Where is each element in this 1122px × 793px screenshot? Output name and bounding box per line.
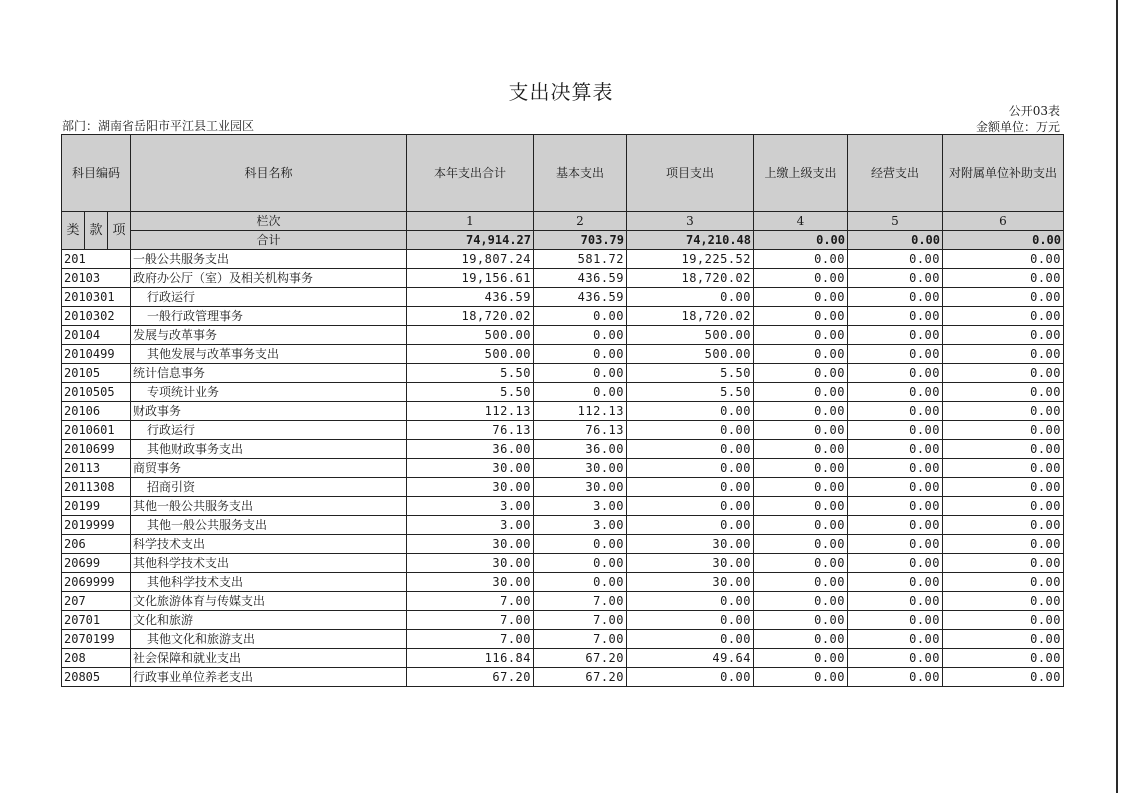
- table-row: [62, 345, 1064, 364]
- row-value: 0.00: [627, 497, 754, 516]
- row-value: 0.00: [943, 402, 1064, 421]
- row-value: 0.00: [848, 611, 943, 630]
- row-value: 0.00: [754, 250, 848, 269]
- header-row: [62, 135, 1064, 212]
- row-value: 7.00: [407, 611, 534, 630]
- row-name: 一般公共服务支出: [131, 250, 407, 269]
- row-value: 0.00: [754, 611, 848, 630]
- table-row: [62, 307, 1064, 326]
- row-value: 0.00: [534, 326, 627, 345]
- row-code: 2010601: [62, 421, 131, 440]
- row-value: 0.00: [848, 497, 943, 516]
- row-value: 581.72: [534, 250, 627, 269]
- row-code: 20699: [62, 554, 131, 573]
- total-value: 0.00: [754, 231, 848, 250]
- col-header-kuan: 款: [85, 212, 108, 250]
- row-value: 0.00: [627, 668, 754, 687]
- row-value: 0.00: [943, 250, 1064, 269]
- row-value: 30.00: [407, 554, 534, 573]
- table-row: [62, 573, 1064, 592]
- col-header-upper: 上缴上级支出: [754, 135, 848, 212]
- row-value: 0.00: [754, 592, 848, 611]
- row-value: 0.00: [754, 364, 848, 383]
- row-name: 行政运行: [131, 288, 407, 307]
- row-value: 0.00: [754, 421, 848, 440]
- row-code: 20805: [62, 668, 131, 687]
- row-value: 500.00: [627, 345, 754, 364]
- row-value: 18,720.02: [627, 269, 754, 288]
- row-value: 0.00: [534, 573, 627, 592]
- col-header-total: 本年支出合计: [407, 135, 534, 212]
- column-index-row: [62, 212, 1064, 231]
- row-value: 0.00: [534, 383, 627, 402]
- row-value: 7.00: [407, 592, 534, 611]
- row-name: 科学技术支出: [131, 535, 407, 554]
- row-code: 2070199: [62, 630, 131, 649]
- row-value: 19,156.61: [407, 269, 534, 288]
- row-value: 0.00: [534, 554, 627, 573]
- table-row: [62, 649, 1064, 668]
- row-value: 0.00: [754, 573, 848, 592]
- table-row: [62, 611, 1064, 630]
- row-value: 30.00: [407, 478, 534, 497]
- row-name: 其他财政事务支出: [131, 440, 407, 459]
- col-index-5: 5: [848, 212, 943, 231]
- row-value: 0.00: [848, 421, 943, 440]
- row-value: 67.20: [534, 668, 627, 687]
- table-row: [62, 364, 1064, 383]
- row-value: 0.00: [848, 592, 943, 611]
- row-value: 0.00: [848, 364, 943, 383]
- table-row: [62, 668, 1064, 687]
- row-value: 0.00: [943, 478, 1064, 497]
- row-value: 0.00: [754, 440, 848, 459]
- row-value: 0.00: [943, 668, 1064, 687]
- row-value: 5.50: [407, 383, 534, 402]
- total-label: 合计: [131, 231, 407, 250]
- row-value: 500.00: [627, 326, 754, 345]
- total-value: 74,210.48: [627, 231, 754, 250]
- row-value: 0.00: [754, 459, 848, 478]
- row-value: 112.13: [407, 402, 534, 421]
- row-value: 0.00: [848, 535, 943, 554]
- row-value: 0.00: [534, 307, 627, 326]
- row-value: 19,807.24: [407, 250, 534, 269]
- row-value: 0.00: [754, 668, 848, 687]
- row-value: 0.00: [848, 307, 943, 326]
- col-index-6: 6: [943, 212, 1064, 231]
- row-value: 0.00: [848, 668, 943, 687]
- row-value: 0.00: [848, 459, 943, 478]
- row-value: 30.00: [407, 459, 534, 478]
- row-value: 19,225.52: [627, 250, 754, 269]
- row-value: 3.00: [407, 516, 534, 535]
- row-value: 0.00: [754, 269, 848, 288]
- unit-label: 金额单位：万元: [975, 120, 1060, 134]
- row-value: 0.00: [943, 440, 1064, 459]
- row-value: 0.00: [627, 592, 754, 611]
- row-value: 30.00: [627, 554, 754, 573]
- table-row: [62, 440, 1064, 459]
- table-row: [62, 630, 1064, 649]
- row-name: 行政事业单位养老支出: [131, 668, 407, 687]
- row-value: 0.00: [943, 592, 1064, 611]
- row-value: 67.20: [407, 668, 534, 687]
- row-value: 0.00: [534, 364, 627, 383]
- row-value: 0.00: [754, 326, 848, 345]
- row-value: 0.00: [754, 478, 848, 497]
- row-value: 0.00: [754, 497, 848, 516]
- row-name: 其他一般公共服务支出: [131, 516, 407, 535]
- row-value: 7.00: [534, 611, 627, 630]
- row-code: 208: [62, 649, 131, 668]
- page-title: 支出决算表: [508, 80, 614, 104]
- row-value: 0.00: [627, 421, 754, 440]
- table-row: [62, 288, 1064, 307]
- row-value: 116.84: [407, 649, 534, 668]
- table-row: [62, 459, 1064, 478]
- table-row: [62, 250, 1064, 269]
- row-value: 0.00: [848, 288, 943, 307]
- row-value: 0.00: [627, 630, 754, 649]
- row-value: 3.00: [534, 516, 627, 535]
- row-code: 20701: [62, 611, 131, 630]
- row-code: 2010302: [62, 307, 131, 326]
- row-name: 商贸事务: [131, 459, 407, 478]
- row-value: 67.20: [534, 649, 627, 668]
- row-value: 0.00: [627, 288, 754, 307]
- row-code: 201: [62, 250, 131, 269]
- row-code: 20103: [62, 269, 131, 288]
- row-value: 5.50: [407, 364, 534, 383]
- col-index-3: 3: [627, 212, 754, 231]
- row-value: 0.00: [848, 345, 943, 364]
- row-value: 0.00: [943, 269, 1064, 288]
- row-value: 0.00: [943, 307, 1064, 326]
- row-value: 0.00: [848, 402, 943, 421]
- row-name: 行政运行: [131, 421, 407, 440]
- row-value: 0.00: [848, 649, 943, 668]
- row-value: 0.00: [943, 383, 1064, 402]
- row-code: 2019999: [62, 516, 131, 535]
- row-name: 政府办公厅（室）及相关机构事务: [131, 269, 407, 288]
- row-code: 20104: [62, 326, 131, 345]
- row-value: 0.00: [943, 421, 1064, 440]
- row-name: 一般行政管理事务: [131, 307, 407, 326]
- row-code: 206: [62, 535, 131, 554]
- row-value: 0.00: [848, 630, 943, 649]
- row-code: 20199: [62, 497, 131, 516]
- col-header-lanci: 栏次: [131, 212, 407, 231]
- row-name: 财政事务: [131, 402, 407, 421]
- row-value: 76.13: [407, 421, 534, 440]
- row-value: 0.00: [943, 516, 1064, 535]
- col-header-business: 经营支出: [848, 135, 943, 212]
- row-name: 统计信息事务: [131, 364, 407, 383]
- col-index-1: 1: [407, 212, 534, 231]
- row-value: 0.00: [627, 478, 754, 497]
- row-value: 0.00: [943, 535, 1064, 554]
- row-value: 0.00: [627, 402, 754, 421]
- col-index-2: 2: [534, 212, 627, 231]
- row-value: 0.00: [754, 649, 848, 668]
- row-name: 其他科学技术支出: [131, 573, 407, 592]
- row-value: 0.00: [848, 440, 943, 459]
- row-value: 0.00: [943, 573, 1064, 592]
- row-name: 其他发展与改革事务支出: [131, 345, 407, 364]
- table-row: [62, 383, 1064, 402]
- row-name: 发展与改革事务: [131, 326, 407, 345]
- col-index-4: 4: [754, 212, 848, 231]
- row-value: 0.00: [943, 364, 1064, 383]
- row-value: 0.00: [943, 288, 1064, 307]
- col-header-lei: 类: [62, 212, 85, 250]
- row-name: 其他科学技术支出: [131, 554, 407, 573]
- row-name: 专项统计业务: [131, 383, 407, 402]
- row-value: 7.00: [534, 630, 627, 649]
- row-name: 其他一般公共服务支出: [131, 497, 407, 516]
- row-value: 0.00: [627, 611, 754, 630]
- row-code: 2011308: [62, 478, 131, 497]
- row-value: 3.00: [407, 497, 534, 516]
- row-value: 0.00: [534, 345, 627, 364]
- col-header-code: 科目编码: [62, 135, 131, 212]
- row-value: 0.00: [848, 554, 943, 573]
- row-name: 其他文化和旅游支出: [131, 630, 407, 649]
- row-value: 0.00: [754, 554, 848, 573]
- row-value: 0.00: [627, 516, 754, 535]
- row-code: 2069999: [62, 573, 131, 592]
- row-value: 3.00: [534, 497, 627, 516]
- department-label: 部门：湖南省岳阳市平江县工业园区: [62, 119, 255, 133]
- row-code: 2010505: [62, 383, 131, 402]
- row-value: 0.00: [848, 250, 943, 269]
- row-value: 18,720.02: [407, 307, 534, 326]
- row-value: 0.00: [943, 345, 1064, 364]
- row-code: 20106: [62, 402, 131, 421]
- row-code: 207: [62, 592, 131, 611]
- row-value: 0.00: [754, 630, 848, 649]
- row-value: 0.00: [754, 383, 848, 402]
- row-code: 20113: [62, 459, 131, 478]
- table-row: [62, 269, 1064, 288]
- col-header-project: 项目支出: [627, 135, 754, 212]
- row-name: 招商引资: [131, 478, 407, 497]
- table-row: [62, 516, 1064, 535]
- row-value: 0.00: [848, 573, 943, 592]
- row-value: 436.59: [534, 269, 627, 288]
- row-value: 0.00: [754, 345, 848, 364]
- row-value: 436.59: [534, 288, 627, 307]
- form-number: 公开03表: [1008, 104, 1060, 118]
- row-code: 2010301: [62, 288, 131, 307]
- total-row: [62, 231, 1064, 250]
- row-value: 0.00: [943, 554, 1064, 573]
- row-value: 0.00: [534, 535, 627, 554]
- row-value: 0.00: [943, 497, 1064, 516]
- col-header-xiang: 项: [108, 212, 131, 250]
- row-value: 0.00: [943, 326, 1064, 345]
- row-value: 0.00: [848, 516, 943, 535]
- row-value: 0.00: [754, 288, 848, 307]
- total-value: 0.00: [848, 231, 943, 250]
- row-value: 500.00: [407, 345, 534, 364]
- row-value: 7.00: [534, 592, 627, 611]
- row-value: 76.13: [534, 421, 627, 440]
- row-value: 112.13: [534, 402, 627, 421]
- row-value: 30.00: [627, 573, 754, 592]
- table-row: [62, 402, 1064, 421]
- row-value: 0.00: [754, 307, 848, 326]
- row-value: 500.00: [407, 326, 534, 345]
- row-code: 2010699: [62, 440, 131, 459]
- row-value: 30.00: [407, 573, 534, 592]
- row-value: 0.00: [754, 402, 848, 421]
- col-header-basic: 基本支出: [534, 135, 627, 212]
- row-value: 49.64: [627, 649, 754, 668]
- row-code: 20105: [62, 364, 131, 383]
- row-value: 436.59: [407, 288, 534, 307]
- row-value: 0.00: [943, 630, 1064, 649]
- total-value: 703.79: [534, 231, 627, 250]
- table-row: [62, 535, 1064, 554]
- row-value: 0.00: [943, 611, 1064, 630]
- row-value: 0.00: [627, 440, 754, 459]
- row-value: 0.00: [943, 649, 1064, 668]
- row-name: 文化旅游体育与传媒支出: [131, 592, 407, 611]
- row-value: 30.00: [534, 478, 627, 497]
- row-value: 0.00: [943, 459, 1064, 478]
- table-row: [62, 478, 1064, 497]
- row-value: 0.00: [848, 478, 943, 497]
- row-code: 2010499: [62, 345, 131, 364]
- row-value: 36.00: [407, 440, 534, 459]
- row-name: 社会保障和就业支出: [131, 649, 407, 668]
- table-row: [62, 592, 1064, 611]
- row-value: 30.00: [534, 459, 627, 478]
- col-header-name: 科目名称: [131, 135, 407, 212]
- row-value: 0.00: [754, 535, 848, 554]
- table-body: [62, 250, 1064, 687]
- row-value: 0.00: [627, 459, 754, 478]
- row-value: 5.50: [627, 383, 754, 402]
- table-row: [62, 421, 1064, 440]
- row-name: 文化和旅游: [131, 611, 407, 630]
- expenditure-table: [61, 134, 1064, 687]
- row-value: 0.00: [848, 326, 943, 345]
- col-header-subsidy: 对附属单位补助支出: [943, 135, 1064, 212]
- total-value: 74,914.27: [407, 231, 534, 250]
- row-value: 0.00: [848, 383, 943, 402]
- row-value: 7.00: [407, 630, 534, 649]
- row-value: 30.00: [407, 535, 534, 554]
- scan-edge: [1116, 0, 1118, 793]
- row-value: 36.00: [534, 440, 627, 459]
- row-value: 18,720.02: [627, 307, 754, 326]
- row-value: 5.50: [627, 364, 754, 383]
- row-value: 30.00: [627, 535, 754, 554]
- table-row: [62, 554, 1064, 573]
- row-value: 0.00: [848, 269, 943, 288]
- row-value: 0.00: [754, 516, 848, 535]
- total-value: 0.00: [943, 231, 1064, 250]
- table-row: [62, 326, 1064, 345]
- table-row: [62, 497, 1064, 516]
